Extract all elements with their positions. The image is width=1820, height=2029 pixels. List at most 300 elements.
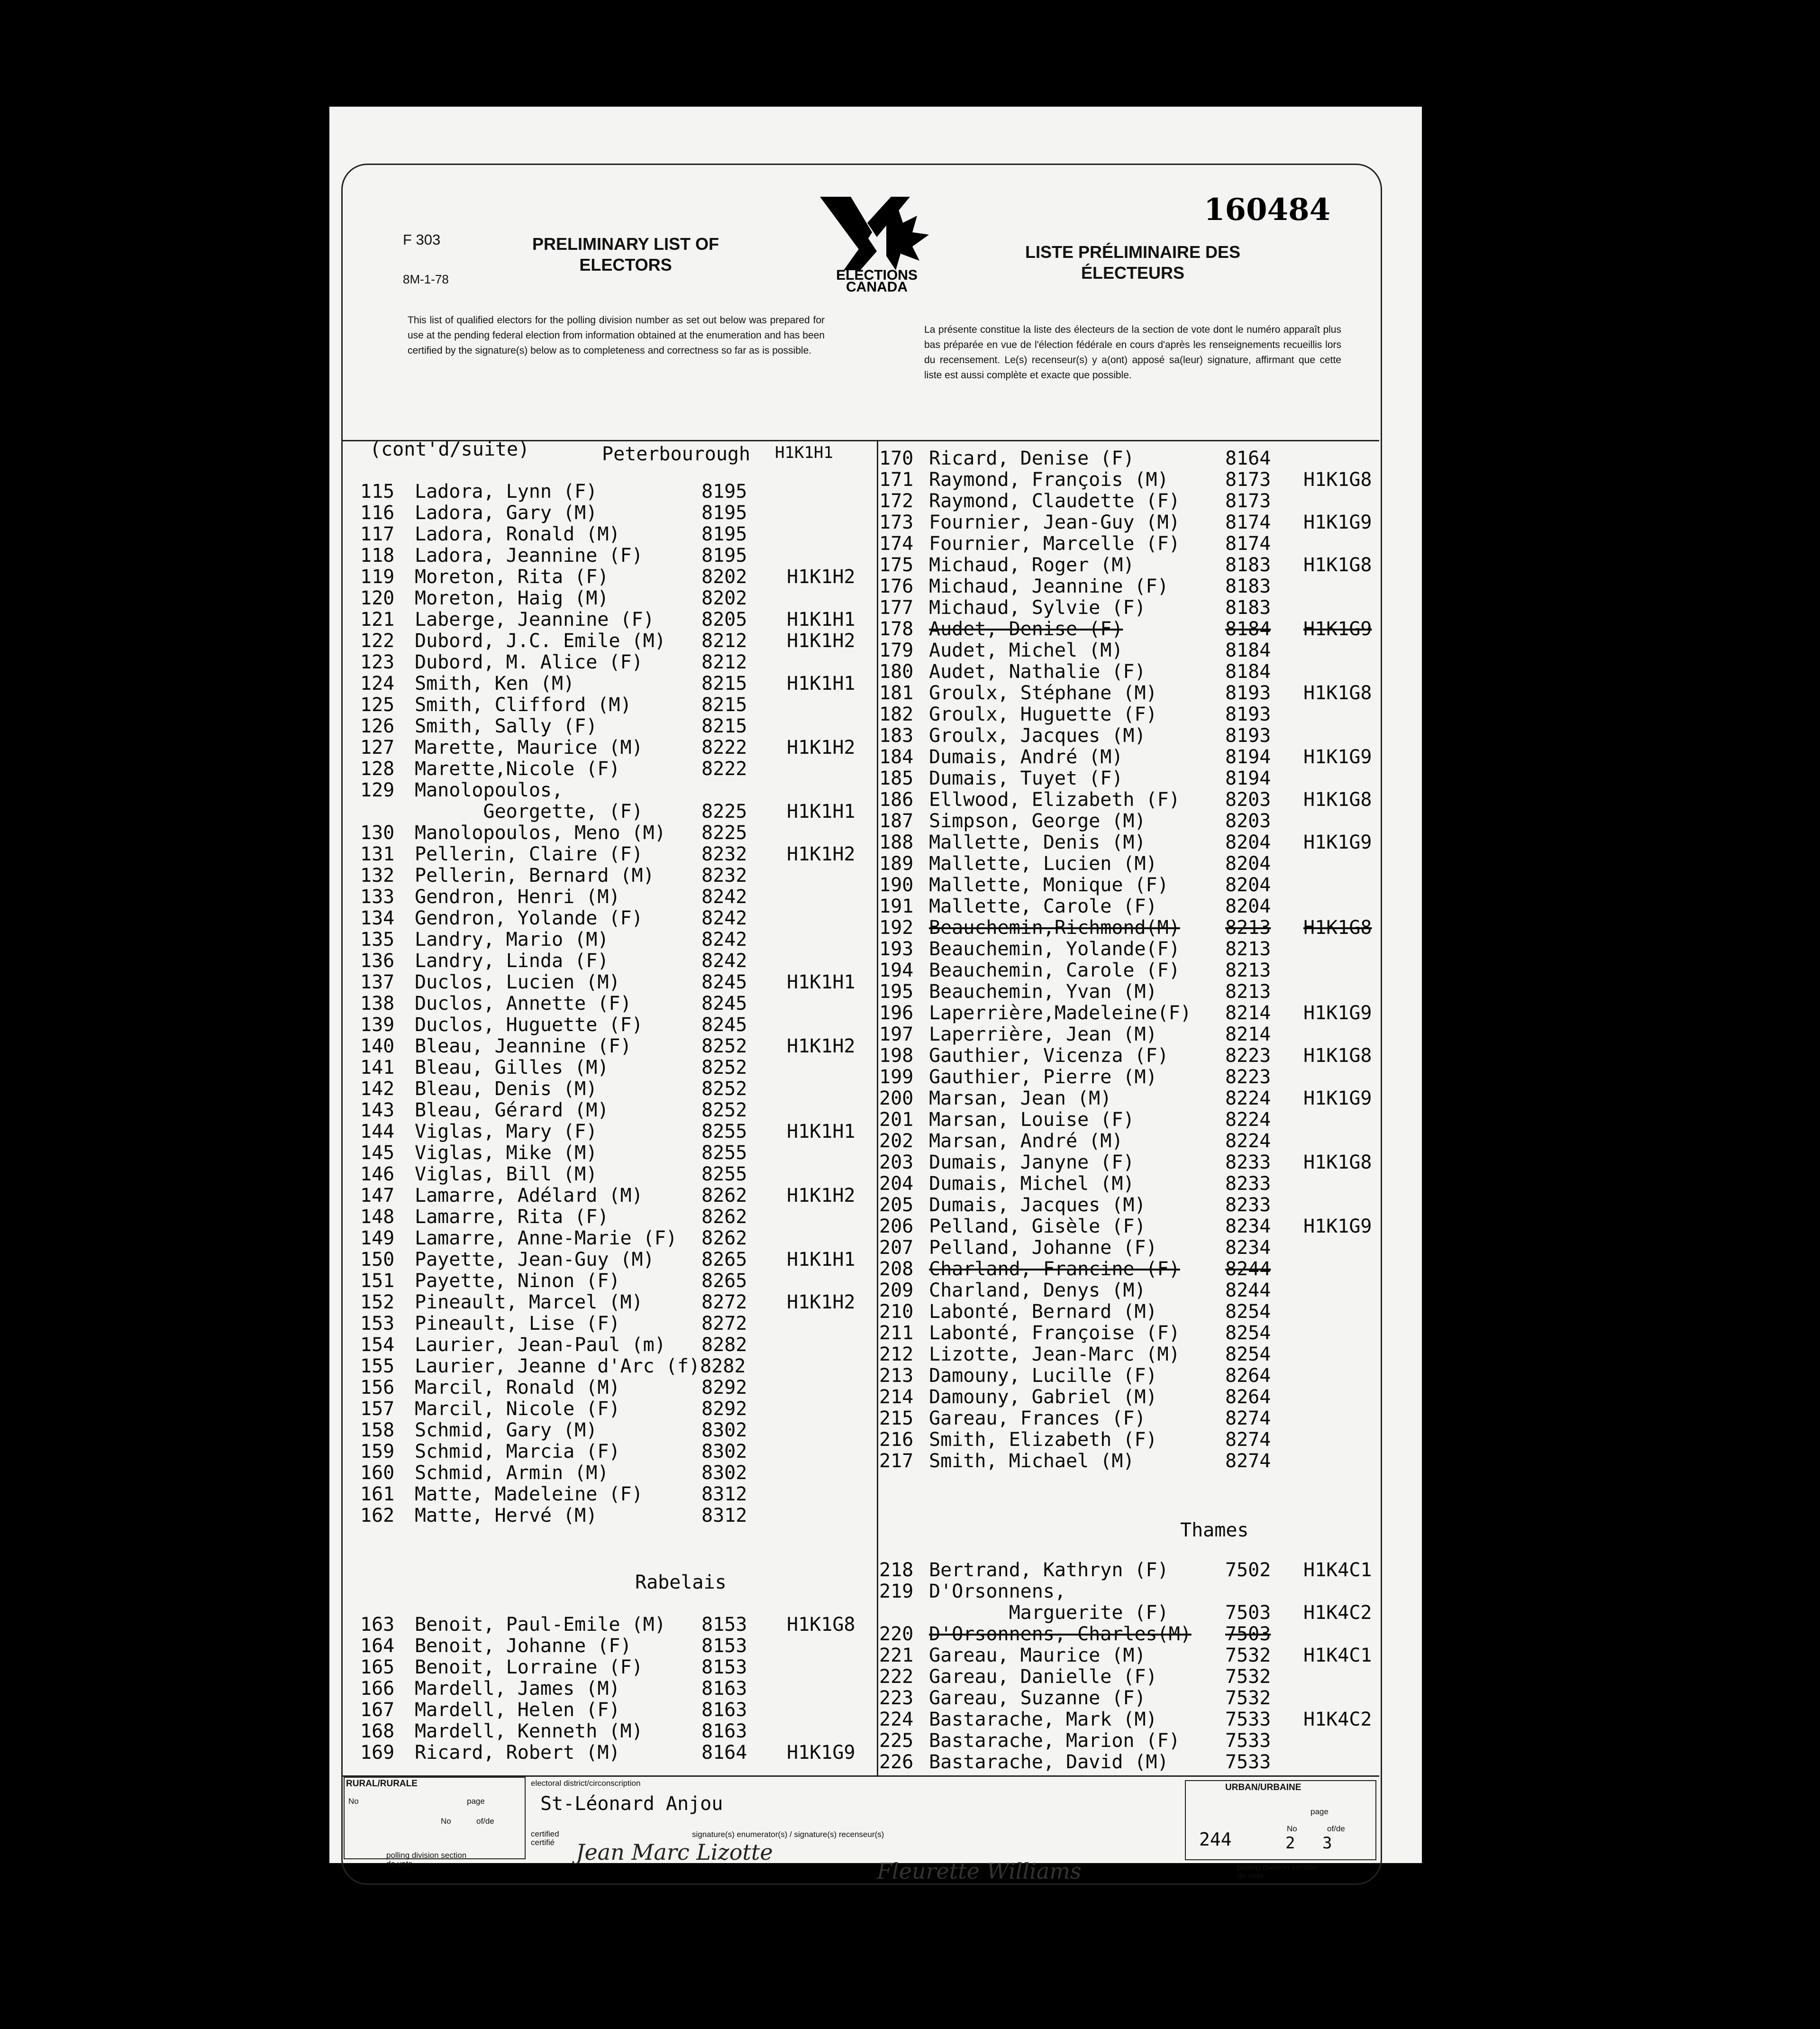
civic-number: 7533	[1225, 1751, 1271, 1773]
elector-row	[360, 1270, 872, 1292]
column-divider	[877, 440, 878, 1777]
elector-name: Matte, Madeleine (F)	[415, 1483, 643, 1505]
elector-number: 154	[360, 1334, 395, 1356]
civic-number: 7532	[1225, 1645, 1271, 1666]
elector-name: Mardell, Kenneth (M)	[415, 1720, 643, 1742]
elector-row	[360, 1313, 872, 1334]
elector-row	[879, 981, 1377, 1003]
elector-row	[879, 960, 1377, 981]
civic-number: 8234	[1225, 1216, 1271, 1237]
civic-number: 7532	[1225, 1666, 1271, 1688]
elector-name: Gareau, Frances (F)	[929, 1408, 1146, 1429]
elector-number: 134	[360, 907, 395, 929]
elector-row	[879, 619, 1377, 640]
elector-name: Duclos, Lucien (M)	[415, 971, 620, 993]
elector-number: 164	[360, 1635, 395, 1657]
signature-label: signature(s) enumerator(s) / signature(s) recenseur(s)	[692, 1830, 884, 1839]
postal-code: H1K1G9	[787, 1742, 855, 1764]
elector-row	[879, 661, 1377, 683]
civic-number: 8265	[701, 1249, 747, 1270]
elector-name: Viglas, Mary (F)	[415, 1121, 598, 1142]
civic-number: 8264	[1225, 1386, 1271, 1408]
elector-row	[360, 908, 872, 929]
elector-number: 200	[879, 1088, 914, 1109]
elector-name: Marcil, Nicole (F)	[415, 1398, 620, 1420]
elector-number: 148	[360, 1206, 395, 1228]
elector-name: Bleau, Gilles (M)	[415, 1057, 609, 1078]
elector-row	[360, 567, 872, 588]
elector-row	[360, 1249, 872, 1270]
elector-name: Pelland, Johanne (F)	[929, 1237, 1157, 1259]
elector-name: Duclos, Annette (F)	[415, 993, 632, 1014]
elector-number: 223	[879, 1687, 914, 1709]
elector-number: 221	[879, 1645, 914, 1666]
civic-number: 8203	[1225, 810, 1271, 832]
urban-page-number: 2	[1285, 1834, 1295, 1853]
elector-number: 119	[360, 566, 395, 588]
urban-page-label: page	[1310, 1807, 1329, 1816]
elector-number: 156	[360, 1377, 395, 1398]
elector-row	[879, 1152, 1377, 1173]
elector-name: Fournier, Marcelle (F)	[929, 533, 1180, 555]
elector-name: Benoit, Johanne (F)	[415, 1635, 632, 1657]
elector-number: 161	[360, 1483, 395, 1505]
elector-number: 209	[879, 1280, 914, 1301]
civic-number: 8213	[1225, 981, 1271, 1003]
elector-row	[879, 512, 1377, 533]
elector-number: 168	[360, 1720, 395, 1742]
elector-row	[879, 1730, 1377, 1752]
elector-row	[879, 683, 1377, 704]
elector-name: Gendron, Yolande (F)	[415, 907, 643, 929]
elector-row	[879, 448, 1377, 469]
elector-row	[879, 789, 1377, 811]
civic-number: 8194	[1225, 746, 1271, 768]
elector-row	[879, 469, 1377, 491]
elector-number: 177	[879, 597, 914, 619]
postal-code: H1K1G8	[1303, 789, 1372, 811]
elector-number: 192	[879, 917, 914, 939]
elector-number: 137	[360, 971, 395, 993]
elector-name: Groulx, Huguette (F)	[929, 704, 1157, 725]
postal-code: H1K1H1	[787, 673, 855, 695]
elector-row	[879, 597, 1377, 619]
civic-number: 8224	[1225, 1109, 1271, 1131]
civic-number: 8224	[1225, 1088, 1271, 1109]
elector-name: Marcil, Ronald (M)	[415, 1377, 620, 1398]
elector-number: 187	[879, 810, 914, 832]
elector-name: Beauchemin, Yolande(F)	[929, 938, 1180, 960]
civic-number: 8233	[1225, 1194, 1271, 1216]
elector-row	[360, 1185, 872, 1206]
elector-number: 184	[879, 746, 914, 768]
rural-label: RURAL/RURALE	[346, 1779, 418, 1789]
civic-number: 8153	[701, 1635, 747, 1657]
elector-row	[360, 844, 872, 865]
elector-number: 120	[360, 587, 395, 609]
elector-name: Benoit, Paul-Emile (M)	[415, 1614, 666, 1636]
elector-row	[360, 780, 872, 801]
elector-name: Pellerin, Claire (F)	[415, 843, 643, 865]
form-code: F 303	[403, 231, 441, 248]
elector-name: Bastarache, Mark (M)	[929, 1709, 1157, 1730]
elector-number: 146	[360, 1163, 395, 1185]
civic-number: 8184	[1225, 640, 1271, 661]
civic-number: 8202	[701, 587, 747, 609]
intro-french: La présente constitue la liste des électeurs de la section de vote dont le numéro apparaît plus bas préparée en vue de l'élection fédérale en cours d'après les renseignements recueillis lors du recensement. Le(s) recenseur(s) y a(ont) apposé sa(leur) signature, affirmant que cette liste est aussi complète et exacte que possible.	[924, 324, 1341, 381]
elector-name: Ricard, Denise (F)	[929, 448, 1135, 469]
elector-name: Simpson, George (M)	[929, 810, 1146, 832]
civic-number: 8204	[1225, 874, 1271, 896]
elector-row	[879, 768, 1377, 789]
elector-name: Pineault, Lise (F)	[415, 1313, 620, 1334]
elector-number: 124	[360, 673, 395, 695]
elector-name: Laberge, Jeannine (F)	[415, 609, 655, 631]
elector-row	[879, 1709, 1377, 1730]
civic-number: 8255	[701, 1121, 747, 1142]
elector-number: 204	[879, 1173, 914, 1195]
civic-number: 8174	[1225, 533, 1271, 555]
civic-number: 8225	[701, 801, 747, 823]
elector-row	[360, 524, 872, 545]
elector-row	[360, 1356, 872, 1377]
postal-code: H1K1G8	[1303, 554, 1372, 576]
elector-number: 182	[879, 704, 914, 725]
elector-number: 121	[360, 609, 395, 631]
elector-number: 217	[879, 1450, 914, 1472]
elector-name: Pelland, Gisèle (F)	[929, 1216, 1146, 1237]
elector-row	[879, 1451, 1377, 1472]
elector-name: Mallette, Lucien (M)	[929, 853, 1157, 875]
elector-name: Bastarache, Marion (F)	[929, 1730, 1180, 1752]
civic-number: 8183	[1225, 554, 1271, 576]
elector-number: 215	[879, 1408, 914, 1429]
civic-number: 8264	[1225, 1365, 1271, 1387]
elector-number: 171	[879, 469, 914, 491]
civic-number: 8184	[1225, 661, 1271, 683]
civic-number: 8215	[701, 694, 747, 716]
elector-name: Damouny, Lucille (F)	[929, 1365, 1157, 1387]
left-elector-list-rabelais	[360, 1614, 872, 1764]
civic-number: 8302	[701, 1419, 747, 1441]
rural-box	[344, 1777, 526, 1859]
right-elector-list-thames	[879, 1560, 1377, 1773]
elector-number: 145	[360, 1142, 395, 1164]
civic-number: 8222	[701, 758, 747, 780]
elector-name: Labonté, Bernard (M)	[929, 1301, 1157, 1323]
elector-name: Dumais, Michel (M)	[929, 1173, 1135, 1195]
elector-number: 185	[879, 768, 914, 789]
civic-number: 8224	[1225, 1130, 1271, 1152]
elector-number: 155	[360, 1355, 395, 1377]
civic-number: 8265	[701, 1270, 747, 1292]
elector-row	[360, 609, 872, 631]
elector-row	[360, 695, 872, 716]
elector-number: 123	[360, 651, 395, 673]
civic-number: 8195	[701, 502, 747, 524]
rural-no-label-2: No	[441, 1817, 451, 1826]
elector-name: Groulx, Jacques (M)	[929, 725, 1146, 747]
elector-name: Pellerin, Bernard (M)	[415, 865, 655, 887]
civic-number: 8163	[701, 1720, 747, 1742]
elector-number: 196	[879, 1002, 914, 1024]
rural-no-label: No	[348, 1797, 359, 1806]
civic-number: 7532	[1225, 1687, 1271, 1709]
civic-number: 8274	[1225, 1429, 1271, 1451]
district-label: electoral district/circonscription	[531, 1779, 641, 1788]
elector-number: 206	[879, 1216, 914, 1237]
elector-name: Dumais, Jacques (M)	[929, 1194, 1146, 1216]
elector-row	[879, 939, 1377, 960]
civic-number: 8262	[701, 1185, 747, 1206]
elector-row	[879, 1088, 1377, 1109]
civic-number: 8212	[701, 630, 747, 652]
civic-number: 8163	[701, 1699, 747, 1721]
civic-number: 8215	[701, 715, 747, 737]
elector-name: Moreton, Haig (M)	[415, 587, 609, 609]
elector-name: Gareau, Suzanne (F)	[929, 1687, 1146, 1709]
elector-row	[879, 1602, 1377, 1624]
elector-number: 166	[360, 1678, 395, 1700]
elector-number: 199	[879, 1066, 914, 1088]
elector-number: 189	[879, 853, 914, 875]
elector-name: Payette, Jean-Guy (M)	[415, 1249, 655, 1270]
civic-number: 8245	[701, 1014, 747, 1036]
civic-number: 8242	[701, 907, 747, 929]
elector-row	[360, 503, 872, 524]
elector-name: Lamarre, Anne-Marie (F)	[415, 1227, 677, 1249]
elector-name: Mallette, Carole (F)	[929, 896, 1157, 917]
civic-number: 8233	[1225, 1152, 1271, 1173]
elector-number: 195	[879, 981, 914, 1003]
elector-name: D'Orsonnens, Charles(M)	[929, 1623, 1192, 1645]
elector-number: 149	[360, 1227, 395, 1249]
elector-row	[360, 1121, 872, 1142]
civic-number: 8204	[1225, 853, 1271, 875]
elector-number: 213	[879, 1365, 914, 1387]
elector-name: Pineault, Marcel (M)	[415, 1291, 643, 1313]
elector-name: Lizotte, Jean-Marc (M)	[929, 1344, 1180, 1365]
civic-number: 8272	[701, 1291, 747, 1313]
elector-row	[360, 1057, 872, 1078]
postal-code: H1K1G9	[1303, 618, 1372, 640]
civic-number: 8292	[701, 1398, 747, 1420]
elector-name: Dubord, M. Alice (F)	[415, 651, 643, 673]
elector-row	[360, 1334, 872, 1356]
elector-name: Lamarre, Adélard (M)	[415, 1185, 643, 1206]
elector-name: Labonté, Françoise (F)	[929, 1322, 1180, 1344]
civic-number: 8214	[1225, 1024, 1271, 1045]
elector-row	[879, 704, 1377, 725]
elector-name: Mallette, Denis (M)	[929, 832, 1146, 853]
elector-name: Gauthier, Pierre (M)	[929, 1066, 1157, 1088]
elector-row	[360, 1721, 872, 1742]
elector-row	[360, 1441, 872, 1462]
elector-number: 186	[879, 789, 914, 811]
elector-number: 201	[879, 1109, 914, 1131]
elector-number: 197	[879, 1024, 914, 1045]
postal-code: H1K1G9	[1303, 1216, 1372, 1237]
elector-row	[360, 929, 872, 951]
elector-number: 183	[879, 725, 914, 747]
elector-row	[360, 759, 872, 780]
civic-number: 8242	[701, 950, 747, 972]
civic-number: 8153	[701, 1614, 747, 1636]
civic-number: 8232	[701, 865, 747, 887]
elector-number: 157	[360, 1398, 395, 1420]
civic-number: 8193	[1225, 704, 1271, 725]
elector-number: 180	[879, 661, 914, 683]
postal-code: H1K1H2	[787, 566, 855, 588]
postal-code: H1K1G8	[1303, 682, 1372, 704]
elector-row	[360, 1742, 872, 1764]
civic-number: 8254	[1225, 1301, 1271, 1323]
postal-code: H1K1G8	[1303, 917, 1372, 939]
elector-number: 126	[360, 715, 395, 737]
civic-number: 8225	[701, 822, 747, 844]
elector-number: 220	[879, 1623, 914, 1645]
civic-number: 8184	[1225, 618, 1271, 640]
elector-name: Georgette, (F)	[415, 801, 643, 823]
civic-number: 8242	[701, 886, 747, 908]
elector-number: 131	[360, 843, 395, 865]
elector-number: 132	[360, 865, 395, 887]
logo-text-2: CANADA	[846, 279, 908, 294]
elector-row	[360, 972, 872, 993]
elector-number: 153	[360, 1313, 395, 1334]
postal-code: H1K4C1	[1303, 1559, 1372, 1581]
elector-name: Ladora, Gary (M)	[415, 502, 598, 524]
elector-row	[360, 1078, 872, 1100]
urban-no-label: No	[1287, 1824, 1297, 1833]
urban-of-label: of/de	[1327, 1824, 1345, 1833]
civic-number: 8242	[701, 929, 747, 951]
civic-number: 8244	[1225, 1258, 1271, 1280]
elector-row	[360, 1036, 872, 1057]
civic-number: 7503	[1225, 1602, 1271, 1624]
elector-name: Schmid, Armin (M)	[415, 1462, 609, 1484]
elector-number: 225	[879, 1730, 914, 1752]
elector-number: 170	[879, 448, 914, 469]
elector-number: 143	[360, 1099, 395, 1121]
street-name-rabelais: Rabelais	[635, 1572, 727, 1593]
elector-number: 139	[360, 1014, 395, 1036]
elector-row	[879, 1131, 1377, 1152]
elector-row	[360, 1462, 872, 1484]
postal-code: H1K1H2	[787, 843, 855, 865]
elector-name: Michaud, Roger (M)	[929, 554, 1135, 576]
elector-row	[879, 1216, 1377, 1237]
elector-row	[879, 491, 1377, 512]
elector-row	[879, 896, 1377, 917]
elector-name: Raymond, Claudette (F)	[929, 490, 1180, 512]
postal-code: H1K1H1	[787, 1121, 855, 1142]
elector-row	[360, 1657, 872, 1678]
elector-name: Bleau, Jeannine (F)	[415, 1035, 632, 1057]
elector-row	[879, 917, 1377, 939]
elector-row	[360, 652, 872, 673]
intro-english: This list of qualified electors for the polling division number as set out below was prepared for use at the pending federal election from information obtained at the enumeration and has been certified by the signature(s) below as to completeness and correctness so far as is possible.	[408, 315, 825, 356]
postal-code: H1K1H1	[787, 971, 855, 993]
elector-number: 218	[879, 1559, 914, 1581]
elector-number: 150	[360, 1249, 395, 1270]
elector-row	[879, 1173, 1377, 1195]
civic-number: 8292	[701, 1377, 747, 1398]
civic-number: 8223	[1225, 1066, 1271, 1088]
elector-number: 175	[879, 554, 914, 576]
elector-name: Manolopoulos,	[415, 779, 564, 801]
civic-number: 8213	[1225, 917, 1271, 939]
civic-number: 8204	[1225, 832, 1271, 853]
elector-row	[879, 555, 1377, 576]
elector-row	[879, 1581, 1377, 1602]
elector-name: Viglas, Bill (M)	[415, 1163, 598, 1185]
elector-number: 128	[360, 758, 395, 780]
elector-row	[879, 1323, 1377, 1344]
elector-number: 147	[360, 1185, 395, 1206]
elector-name: Bleau, Gérard (M)	[415, 1099, 609, 1121]
elector-number: 224	[879, 1709, 914, 1730]
elector-number: 212	[879, 1344, 914, 1365]
elector-row	[360, 481, 872, 503]
elector-number: 158	[360, 1419, 395, 1441]
elector-number: 159	[360, 1441, 395, 1462]
elector-name: Laurier, Jean-Paul (m)	[415, 1334, 666, 1356]
postal-code: H1K1G9	[1303, 1088, 1372, 1109]
elector-number: 167	[360, 1699, 395, 1721]
civic-number: 8245	[701, 993, 747, 1014]
elector-name: Landry, Linda (F)	[415, 950, 609, 972]
elector-number: 172	[879, 490, 914, 512]
elector-row	[879, 1259, 1377, 1280]
postal-code: H1K1G8	[1303, 1045, 1372, 1067]
elector-row	[360, 823, 872, 844]
elector-row	[879, 1237, 1377, 1259]
civic-number: 8212	[701, 651, 747, 673]
elector-name: Smith, Elizabeth (F)	[929, 1429, 1157, 1451]
elector-name: Beauchemin,Richmond(M)	[929, 917, 1180, 939]
postal-code: H1K1H1	[787, 1249, 855, 1270]
civic-number: 8163	[701, 1678, 747, 1700]
elector-name: Payette, Ninon (F)	[415, 1270, 620, 1292]
elector-row	[879, 1752, 1377, 1773]
elector-number: 115	[360, 481, 395, 503]
elector-row	[879, 1387, 1377, 1408]
postal-code: H1K4C2	[1303, 1602, 1372, 1624]
elector-row	[879, 1195, 1377, 1216]
rural-polling-label: polling division section de vote	[386, 1851, 467, 1868]
elector-row	[360, 1014, 872, 1036]
elector-row	[360, 1636, 872, 1657]
elector-row	[360, 1142, 872, 1164]
elector-number: 202	[879, 1130, 914, 1152]
civic-number: 8255	[701, 1163, 747, 1185]
civic-number: 7502	[1225, 1559, 1271, 1581]
elector-name: Marette,Nicole (F)	[415, 758, 620, 780]
elector-name: Laperrière,Madeleine(F)	[929, 1002, 1192, 1024]
civic-number: 8204	[1225, 896, 1271, 917]
elector-row	[360, 1164, 872, 1185]
elector-row	[360, 1505, 872, 1526]
civic-number: 8203	[1225, 789, 1271, 811]
elector-row	[360, 1100, 872, 1121]
civic-number: 8223	[1225, 1045, 1271, 1067]
elector-row	[879, 747, 1377, 768]
district-value: St-Léonard Anjou	[540, 1793, 723, 1815]
elector-row	[879, 1429, 1377, 1451]
elector-row	[879, 1365, 1377, 1387]
urban-label: URBAN/URBAINE	[1225, 1782, 1301, 1792]
